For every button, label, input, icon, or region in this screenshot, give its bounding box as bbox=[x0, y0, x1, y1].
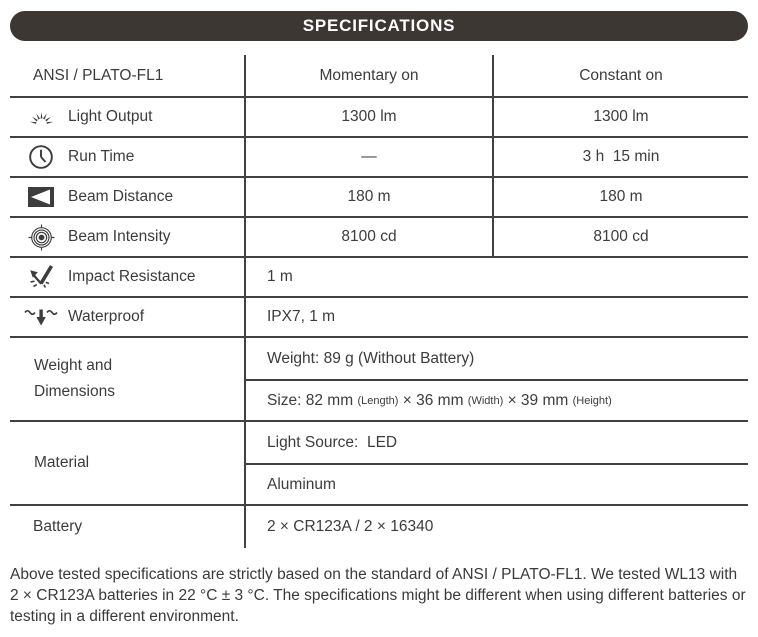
beam-intensity-target-icon bbox=[23, 224, 59, 251]
specifications-header-bar bbox=[10, 11, 748, 41]
run-time-constant-value: 3 h 15 min bbox=[492, 138, 748, 176]
row-label: Battery bbox=[33, 518, 83, 535]
light-output-sun-icon bbox=[23, 108, 59, 127]
row-label: Beam Distance bbox=[68, 188, 174, 205]
table-row-material bbox=[10, 422, 748, 506]
body-material-value: Aluminum bbox=[246, 463, 748, 504]
beam-intensity-momentary-value: 8100 cd bbox=[244, 218, 492, 256]
row-label: Weight and Dimensions bbox=[34, 357, 115, 400]
size-length-note: (Length) bbox=[357, 394, 399, 407]
page-title: SPECIFICATIONS bbox=[302, 16, 456, 35]
waterproof-value: IPX7, 1 m bbox=[244, 298, 748, 336]
beam-intensity-label-cell bbox=[10, 218, 244, 256]
beam-distance-label-cell bbox=[10, 178, 244, 216]
column-header-momentary-on: Momentary on bbox=[244, 55, 492, 96]
run-time-momentary-value: — bbox=[244, 138, 492, 176]
footnote-text: Above tested specifications are strictly based on the standard of ANSI / PLATO-FL1. We tested WL13 with 2 × CR123A batteries in 22 °C ± 3 °C. The specifications might be different when using different batteries or testing in a different environment. bbox=[10, 566, 746, 626]
material-label-cell bbox=[10, 422, 244, 504]
beam-distance-constant-value: 180 m bbox=[492, 178, 748, 216]
run-time-label-cell bbox=[10, 138, 244, 176]
table-row-run-time bbox=[10, 138, 748, 178]
run-time-clock-icon bbox=[23, 144, 59, 170]
beam-intensity-constant-value: 8100 cd bbox=[492, 218, 748, 256]
beam-distance-icon bbox=[23, 186, 59, 208]
table-row-weight-dimensions bbox=[10, 338, 748, 422]
column-header-constant-on: Constant on bbox=[492, 55, 748, 96]
standard-label: ANSI / PLATO-FL1 bbox=[33, 66, 164, 84]
material-values bbox=[244, 422, 748, 504]
row-label: Beam Intensity bbox=[68, 228, 171, 245]
table-row-impact-resistance bbox=[10, 258, 748, 298]
row-label: Light Output bbox=[68, 108, 153, 125]
impact-resistance-icon bbox=[23, 264, 59, 290]
light-output-constant-value: 1300 lm bbox=[492, 98, 748, 136]
size-width-note: (Width) bbox=[467, 394, 504, 407]
impact-resistance-label-cell bbox=[10, 258, 244, 296]
specifications-table bbox=[10, 55, 748, 548]
row-label: Material bbox=[34, 454, 90, 472]
row-label: Run Time bbox=[68, 148, 135, 165]
size-value bbox=[246, 379, 748, 420]
battery-label-cell bbox=[10, 506, 244, 548]
table-header-row bbox=[10, 55, 748, 98]
row-label: Impact Resistance bbox=[68, 268, 196, 285]
light-output-momentary-value: 1300 lm bbox=[244, 98, 492, 136]
table-row-beam-intensity bbox=[10, 218, 748, 258]
row-label: Waterproof bbox=[68, 308, 145, 325]
weight-dimensions-values bbox=[244, 338, 748, 420]
waterproof-label-cell bbox=[10, 298, 244, 336]
battery-value: 2 × CR123A / 2 × 16340 bbox=[244, 506, 748, 548]
table-row-beam-distance bbox=[10, 178, 748, 218]
size-mid1: × 36 mm bbox=[398, 391, 468, 409]
impact-resistance-value: 1 m bbox=[244, 258, 748, 296]
waterproof-icon bbox=[23, 306, 59, 328]
beam-distance-momentary-value: 180 m bbox=[244, 178, 492, 216]
weight-value: Weight: 89 g (Without Battery) bbox=[267, 349, 475, 367]
size-mid2: × 39 mm bbox=[503, 391, 573, 409]
weight-dimensions-label-cell bbox=[10, 338, 244, 420]
size-prefix: Size: 82 mm bbox=[267, 391, 358, 409]
table-row-light-output bbox=[10, 98, 748, 138]
light-source-value: Light Source: LED bbox=[267, 433, 398, 451]
light-output-label-cell bbox=[10, 98, 244, 136]
table-row-waterproof bbox=[10, 298, 748, 338]
size-height-note: (Height) bbox=[572, 394, 612, 407]
table-row-battery bbox=[10, 506, 748, 548]
